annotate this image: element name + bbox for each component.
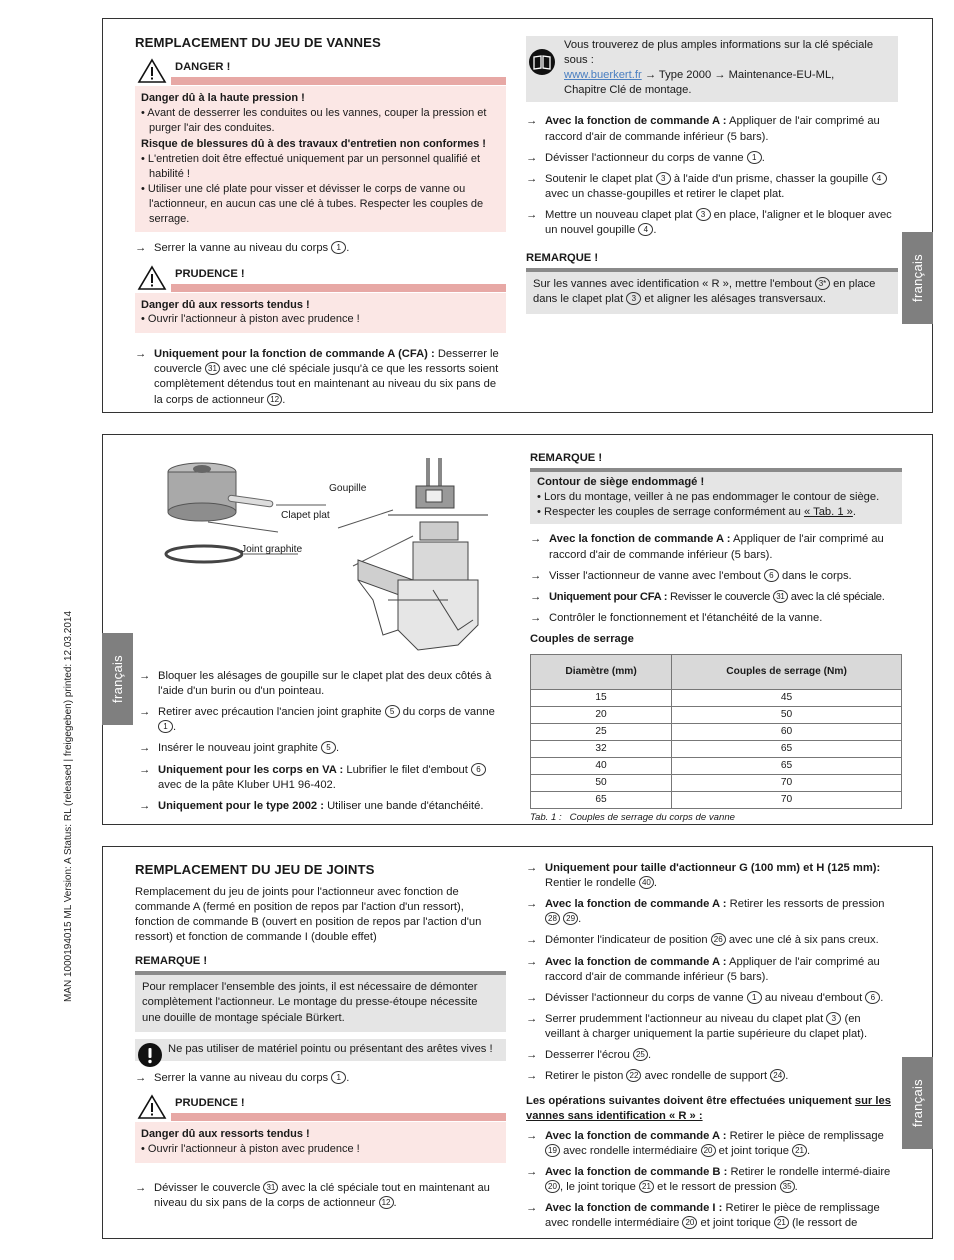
p3-caution-header [135, 1094, 506, 1122]
caution-box [135, 293, 506, 334]
p2-step-check: → Contrôler le fonctionnement et l'étanchéité de la vanne. [530, 611, 823, 624]
caution-title: PRUDENCE ! [175, 267, 245, 280]
p3-step-unscrew: → Dévisser l'actionneur du corps de vanne 1 au niveau d'embout 6 . [526, 991, 884, 1004]
document-meta-vertical: MAN 1000194015 ML Version: A Status: RL (released | freigegeben) printed: 12.03.2014 [63, 610, 74, 1002]
p2-step-screw: → Visser l'actionneur de vanne avec l'embout 6 dans le corps. [530, 569, 852, 582]
danger-bullet-3: • Utiliser une clé plate pour visser et dévisser le corps de vanne ou l'actionneur, en aucun cas une clé à tubes. Respecter les couples de serrage. [141, 182, 484, 225]
p2-step-cfa: → Uniquement pour CFA : Revisser le couvercle 31 avec la clé spéciale. [530, 590, 885, 603]
p3-note-title: REMARQUE ! [135, 955, 208, 968]
p3-note-box: Pour remplacer l'ensemble des joints, il est nécessaire de démonter complètement l'actionneur. Le montage du presse-étoupe nécessite une douille de montage spéciale Bürkert. [135, 975, 506, 1031]
p3-step-springs: → Avec la fonction de commande A : Retirer les ressorts de pression 28 29 . [526, 898, 885, 926]
caution-heading: Danger dû aux ressorts tendus ! [141, 298, 310, 311]
p3-left-column [135, 861, 506, 1217]
torque-col-torque: Couples de serrage (Nm) [672, 655, 902, 690]
p3-ops-heading: Les opérations suivantes doivent être effectuées uniquement sur les vannes sans identification « R » : [526, 1095, 891, 1123]
p3-step-func-b: → Avec la fonction de commande B : Retirer le rondelle intermé-diaire 20 , le joint torique 21 et le ressort de pression 35 . [526, 1165, 891, 1193]
p3-step-nut: → Desserrer l'écrou 25 . [526, 1049, 652, 1062]
language-tab: français [902, 232, 933, 324]
table-caption: Tab. 1 : Couples de serrage du corps de vanne [530, 812, 735, 824]
danger-box [135, 86, 506, 233]
p1-title: REMPLACEMENT DU JEU DE VANNES [135, 35, 381, 50]
info-box [526, 36, 898, 102]
table-row: 40 65 [531, 758, 902, 775]
table-row: 15 45 [531, 690, 902, 707]
p3-step-clamp: → Serrer prudemment l'actionneur au niveau du clapet plat 3 (en veillant à charger uniquement la partie supérieure du clapet plat). [526, 1012, 868, 1040]
p2-step-air: → Avec la fonction de commande A : Appliquer de l'air comprimé au raccord d'air de commande inférieur (5 bars). [530, 533, 884, 561]
p3-caution-heading: Danger dû aux ressorts tendus ! [141, 1127, 310, 1140]
torque-table-title: Couples de serrage [530, 632, 634, 645]
p3-step-piston: → Retirer le piston 22 avec rondelle de support 24 . [526, 1070, 789, 1083]
p1-note-box: Sur les vannes avec identification « R », mettre l'embout 3* en place dans le clapet plat 3 et aligner les alésages transversaux. [526, 272, 898, 313]
p2-step-2002: → Uniquement pour le type 2002 : Utiliser une bande d'étanchéité. [139, 799, 484, 812]
p1-step-unscrew: → Dévisser l'actionneur du corps de vanne 1 . [526, 151, 765, 164]
label-clapet-plat: Clapet plat [281, 510, 330, 521]
buerkert-link[interactable]: www.buerkert.fr [564, 69, 642, 82]
p3-caution-rule [171, 1113, 506, 1121]
caution-bullet: • Ouvrir l'actionneur à piston avec prudence ! [141, 313, 360, 326]
p1-step-new-clapet: → Mettre un nouveau clapet plat 3 en place, l'aligner et le bloquer avec un nouvel goupille 4 . [526, 208, 892, 237]
info-text-1: Vous trouverez de plus amples informations sur la clé spéciale sous : [564, 39, 874, 67]
p3-right-column [526, 861, 898, 1237]
p3-warning-box: Ne pas utiliser de matériel pointu ou présentant des arêtes vives ! [135, 1039, 506, 1061]
table-row: 65 70 [531, 792, 902, 809]
p3-step-cover: → Dévisser le couvercle 31 avec la clé spéciale tout en maintenant au niveau du six pans de la corps de actionneur 12 . [135, 1181, 490, 1209]
exclamation-icon [137, 1042, 163, 1068]
p3-step-indicator: → Démonter l'indicateur de position 26 avec une clé à six pans creux. [526, 934, 879, 947]
p3-step-tighten: → Serrer la vanne au niveau du corps 1 . [135, 1071, 350, 1084]
p3-caution-bullet: • Ouvrir l'actionneur à piston avec prudence ! [141, 1142, 360, 1155]
p2-note-bullet-2: • Respecter les couples de serrage conformément au « Tab. 1 ». [537, 506, 857, 519]
p3-step-func-a: → Avec la fonction de commande A : Retirer le pièce de remplissage 19 avec rondelle intermédiaire 20 et joint torique 21 . [526, 1129, 884, 1157]
tab1-reference-link[interactable]: « Tab. 1 » [803, 506, 853, 519]
p2-step-insert-joint: → Insérer le nouveau joint graphite 5 . [139, 742, 340, 755]
panel-graphite-joint [102, 434, 933, 825]
p2-step-block: → Bloquer les alésages de goupille sur le clapet plat des deux côtés à l'aide d'un burin ou d'un pointeau. [139, 670, 492, 698]
p3-caution-title: PRUDENCE ! [175, 1096, 245, 1109]
p2-note-bullet-1: • Lors du montage, veiller à ne pas endommager le contour de siège. [537, 491, 880, 504]
danger-heading-1: Danger dû à la haute pression ! [141, 91, 305, 104]
p2-note-title: REMARQUE ! [530, 452, 603, 464]
language-tab: français [902, 1057, 933, 1149]
warning-triangle-icon [137, 58, 167, 84]
book-icon [528, 48, 556, 76]
torque-col-diameter: Diamètre (mm) [531, 655, 672, 690]
label-goupille: Goupille [329, 483, 367, 494]
danger-rule [171, 77, 506, 85]
p2-note-box [530, 472, 902, 524]
warning-triangle-icon [137, 265, 167, 291]
panel-valve-set-replacement [102, 18, 933, 413]
p3-caution-box [135, 1122, 506, 1163]
danger-header [135, 58, 506, 86]
p2-right-column [530, 451, 902, 825]
panel-joint-set-replacement [102, 846, 933, 1239]
info-text-2: www.buerkert.fr → Type 2000 → Maintenance-EU-ML, [564, 69, 835, 82]
table-row: 20 50 [531, 707, 902, 724]
p3-title: REMPLACEMENT DU JEU DE JOINTS [135, 862, 375, 877]
danger-title: DANGER ! [175, 60, 231, 73]
label-joint-graphite: Joint graphite [241, 544, 303, 555]
language-tab: français [102, 633, 133, 725]
p3-step-rondelle: → Uniquement pour taille d'actionneur G (100 mm) et H (125 mm): Rentier le rondelle 40 . [526, 862, 881, 890]
warning-triangle-icon [137, 1094, 167, 1120]
p1-note-title: REMARQUE ! [526, 252, 599, 265]
p2-left-steps [139, 663, 509, 820]
table-row: 32 65 [531, 741, 902, 758]
p2-step-va: → Uniquement pour les corps en VA : Lubrifier le filet d'embout 6 avec de la pâte Kluber UH1 96-402. [139, 763, 509, 793]
p1-right-column [526, 36, 898, 314]
p3-intro: Remplacement du jeu de joints pour l'actionneur avec fonction de commande A (fermé en position de repos par l'action d'un ressort), fonction de commande B (ouvert en position de repos par l'action d'un ressort) et fonction de commande I (double effet) [135, 885, 482, 944]
table-row: 25 60 [531, 724, 902, 741]
p1-step-air: → Avec la fonction de commande A : Appliquer de l'air comprimé au raccord d'air de commande inférieur (5 bars). [526, 115, 880, 143]
danger-bullet-1: • Avant de desserrer les conduites ou les vannes, couper la pression et purger l'air des conduites. [141, 106, 487, 134]
p2-note-heading: Contour de siège endommagé ! [537, 476, 705, 489]
p2-step-remove-joint: → Retirer avec précaution l'ancien joint graphite 5 du corps de vanne 1 . [139, 706, 495, 734]
danger-bullet-2: • L'entretien doit être effectué uniquement par un personnel qualifié et habilité ! [141, 153, 481, 181]
torque-table [530, 654, 902, 809]
caution-header [135, 265, 506, 293]
p1-left-column [135, 34, 506, 414]
info-text-3: Chapitre Clé de montage. [564, 84, 692, 97]
ref-1: 1 [331, 241, 346, 254]
p3-step-func-i: → Avec la fonction de commande I : Retirer le pièce de remplissage avec rondelle intermédiaire 20 et joint torique 21 (le ressort de [526, 1201, 880, 1230]
p3-step-air: → Avec la fonction de commande A : Appliquer de l'air comprimé au raccord d'air de commande inférieur (5 bars). [526, 955, 880, 983]
danger-heading-2: Risque de blessures dû à des travaux d'entretien non conformes ! [141, 138, 486, 151]
step-tighten-valve: → Serrer la vanne au niveau du corps 1 . [135, 242, 350, 255]
p1-step-support: → Soutenir le clapet plat 3 à l'aide d'un prisme, chasser la goupille 4 avec un chasse-goupilles et retirer le clapet plat. [526, 172, 898, 202]
table-row: 50 70 [531, 775, 902, 792]
step-cfa-cover: → Uniquement pour la fonction de commande A (CFA) : Desserrer le couvercle 31 avec une clé spéciale jusqu'à ce que les ressorts soient complètement détendus tout en maintenant au niveau du six pans de la corps de actionneur 12 . [135, 348, 499, 406]
caution-rule [171, 284, 506, 292]
